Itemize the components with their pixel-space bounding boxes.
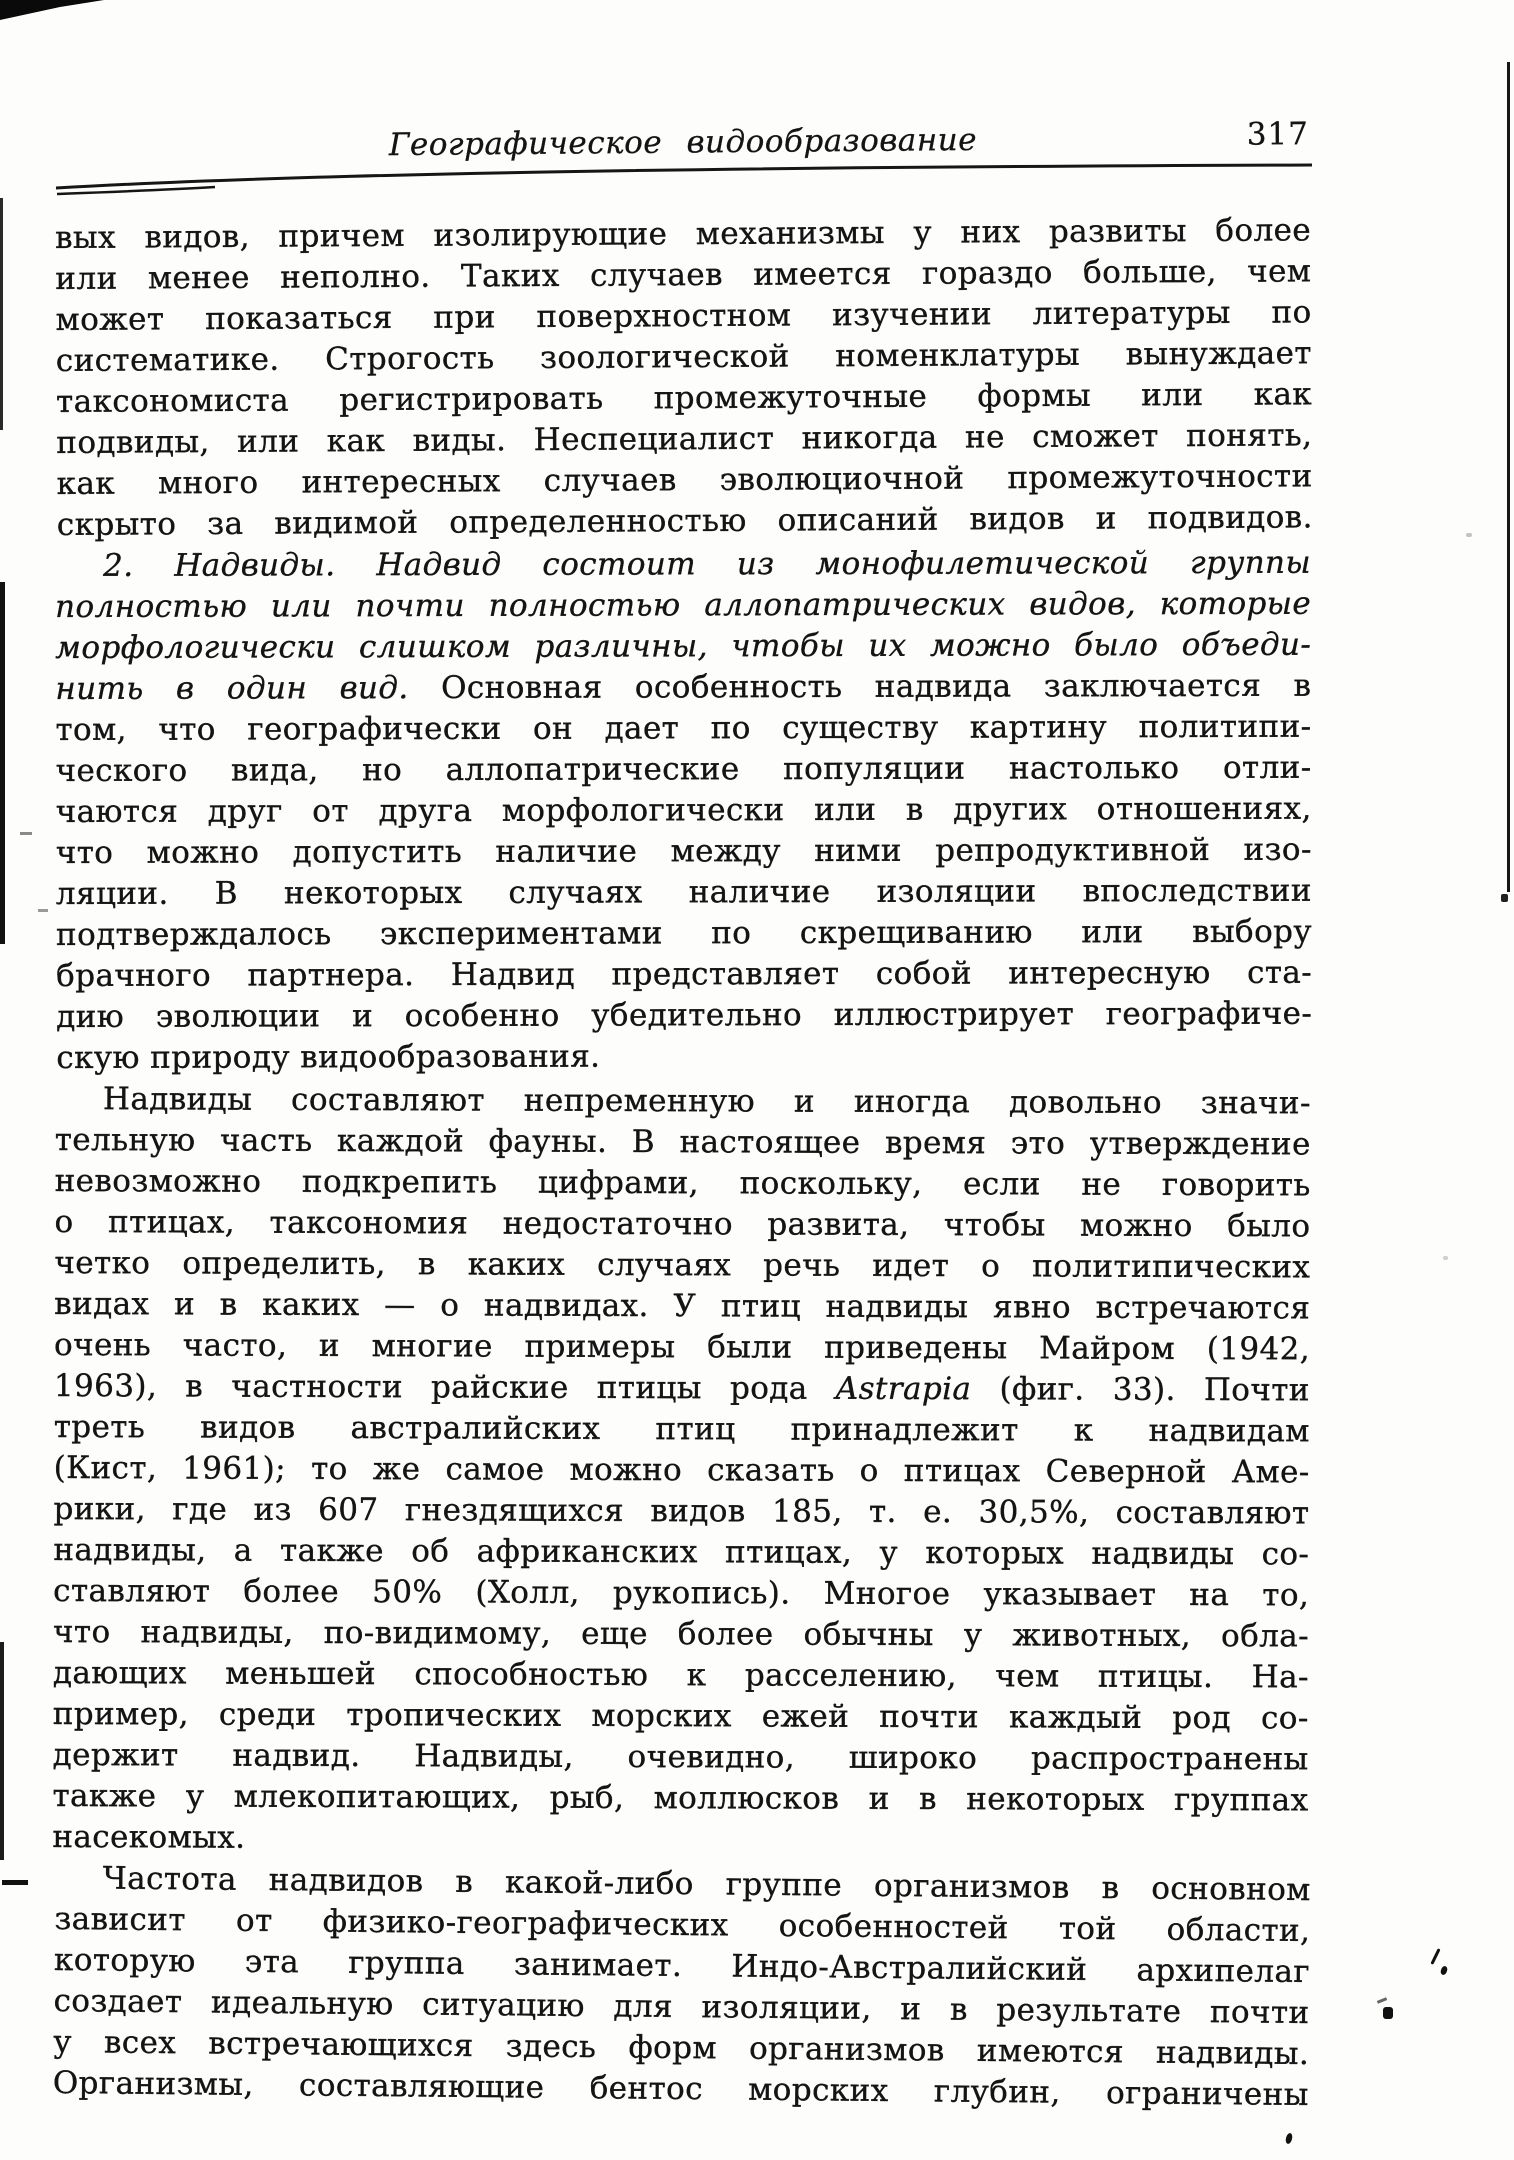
text-segment: брачного партнера. Надвид представляет собой интересную ста-	[56, 954, 1313, 994]
text-line	[53, 1735, 1309, 1780]
text-segment: вых видов, причем изолирующие механизмы у них развиты более	[55, 212, 1312, 256]
text-segment: Надвиды составляют непременную и иногда довольно значи-	[102, 1081, 1311, 1122]
scan-artifact-speck	[1443, 1256, 1448, 1260]
text-line	[52, 1817, 1308, 1862]
text-segment: (Кист, 1961); то же самое можно сказать о птицах Северной Аме-	[53, 1449, 1310, 1491]
scan-artifact-left-edge-line	[0, 582, 5, 944]
text-segment: ческого вида, но аллопатрические популяции настолько отли-	[55, 749, 1312, 789]
text-line	[55, 707, 1311, 751]
text-line	[54, 1202, 1310, 1247]
scan-artifact-ink-blob	[1383, 2007, 1393, 2019]
paragraph	[55, 543, 1312, 1079]
text-segment: подвиды, или как виды. Неспециалист никогда не сможет понять,	[56, 417, 1313, 461]
running-head	[55, 118, 1311, 171]
text-line	[56, 871, 1312, 915]
scan-artifact-ink-stroke	[1430, 1948, 1440, 1965]
text-segment: систематике. Строгость зоологической номенклатуры вынуждает	[55, 335, 1312, 379]
text-segment: видах и в каких — о надвидах. У птиц надвиды явно встречаются	[54, 1285, 1311, 1327]
text-line	[54, 1325, 1310, 1370]
scan-artifact-tick	[38, 909, 48, 912]
text-segment: у всех встречающихся здесь форм организмов имеются надвиды.	[53, 2023, 1310, 2073]
text-segment: Организмы, составляющие бентос морских глубин, ограничены	[52, 2064, 1309, 2114]
text-line	[53, 1489, 1309, 1534]
italic-text-segment: нить в один вид.	[55, 669, 442, 707]
text-line	[53, 1694, 1309, 1739]
text-segment: что можно допустить наличие между ними репродуктивной изо-	[55, 831, 1312, 871]
text-line	[56, 912, 1312, 956]
text-line	[56, 830, 1312, 874]
text-line	[54, 1366, 1310, 1411]
text-segment: том, что географически он дает по существу картину политипи-	[55, 708, 1312, 748]
text-line	[56, 1035, 1312, 1079]
scan-artifact-tick	[20, 832, 32, 835]
text-segment: Частота надвидов в какой-либо группе организмов в основном	[102, 1860, 1311, 1909]
scan-artifact-dot	[1501, 894, 1508, 902]
text-line	[56, 994, 1312, 1038]
text-line	[56, 748, 1312, 792]
text-segment: надвиды, а также об африканских птицах, у которых надвиды со-	[53, 1531, 1310, 1573]
scan-artifact-corner-wedge	[0, 0, 104, 22]
text-segment: четко определить, в каких случаях речь идет о политипических	[54, 1244, 1311, 1286]
text-line	[55, 625, 1311, 669]
text-line	[53, 1612, 1309, 1657]
text-line	[54, 1284, 1310, 1329]
italic-text-segment: Astrapia	[835, 1370, 972, 1408]
text-segment: как много интересных случаев эволюциочной промежуточности	[56, 458, 1313, 502]
page-number: 317	[1246, 116, 1310, 153]
scan-artifact-speck	[1466, 533, 1472, 537]
scan-artifact-ink-tick	[1377, 1997, 1387, 2004]
text-segment: ставляют более 50% (Холл, рукопись). Многое указывает на то,	[53, 1572, 1310, 1614]
scan-artifact-left-edge-line	[0, 1642, 4, 1860]
scan-artifact-right-edge-line	[1507, 62, 1510, 892]
scan-artifact-ink-comma	[1285, 2132, 1293, 2144]
text-line	[55, 666, 1311, 710]
paragraph	[55, 210, 1313, 546]
text-line	[55, 1120, 1311, 1165]
scan-artifact-dash	[2, 1880, 28, 1885]
text-line	[54, 1448, 1310, 1493]
text-line	[55, 1161, 1311, 1206]
text-line	[53, 1530, 1309, 1575]
text-segment: пример, среди тропических морских ежей почти каждый род со-	[52, 1695, 1309, 1737]
text-segment: или менее неполно. Таких случаев имеется гораздо больше, чем	[55, 253, 1312, 297]
text-line	[56, 953, 1312, 997]
text-segment: о птицах, таксономия недостаточно развита, чтобы можно было	[54, 1203, 1311, 1245]
text-line	[54, 1407, 1310, 1452]
italic-text-segment: морфологически слишком различны, чтобы их можно было объеди-	[55, 626, 1312, 666]
text-line	[57, 497, 1313, 546]
text-segment: насекомых.	[52, 1818, 246, 1856]
text-segment: ляции. В некоторых случаях наличие изоляции впоследствии	[55, 872, 1312, 912]
text-segment: таксономиста регистрировать промежуточные формы или как	[56, 376, 1313, 420]
text-line	[55, 1079, 1311, 1124]
text-segment: треть видов австралийских птиц принадлежит к надвидам	[53, 1408, 1310, 1450]
text-line	[56, 789, 1312, 833]
running-head-title: Географическое видообразование	[388, 121, 978, 164]
text-segment: чаются друг от друга морфологически или в других отношениях,	[55, 790, 1312, 830]
text-segment: подтверждалось экспериментами по скрещиванию или выбору	[55, 913, 1313, 953]
text-line	[55, 543, 1311, 587]
text-line	[53, 1571, 1309, 1616]
text-segment: (фиг. 33). Почти	[971, 1371, 1310, 1409]
italic-text-segment: 2. Надвиды. Надвид состоит из монофилетической группы	[103, 544, 1312, 584]
body-text	[52, 212, 1313, 2114]
text-segment: зависит от физико-географических особенностей той области,	[54, 1900, 1311, 1950]
text-segment: дающих меньшей способностью к расселению, чем птицы. На-	[52, 1654, 1309, 1696]
text-segment: что надвиды, по-видимому, еще более обычны у животных, обла-	[53, 1613, 1310, 1655]
text-line	[55, 584, 1311, 628]
text-segment: 1963), в частности райские птицы рода	[53, 1367, 836, 1407]
text-segment: держит надвид. Надвиды, очевидно, широко распространены	[52, 1736, 1309, 1778]
text-segment: создает идеальную ситуацию для изоляции, и в результате почти	[53, 1982, 1310, 2032]
text-line	[54, 1243, 1310, 1288]
text-segment: тельную часть каждой фауны. В настоящее время это утверждение	[54, 1121, 1311, 1163]
paragraph	[52, 1079, 1311, 1862]
text-segment: очень часто, и многие примеры были приведены Майром (1942,	[54, 1326, 1311, 1368]
paragraph	[53, 1858, 1311, 2116]
text-segment: Основная особенность надвида заключается в	[441, 667, 1312, 706]
text-segment: невозможно подкрепить цифрами, поскольку, если не говорить	[54, 1162, 1311, 1204]
text-segment: скую природу видообразования.	[56, 1038, 601, 1076]
text-segment: также у млекопитающих, рыб, моллюсков и в некоторых группах	[52, 1777, 1309, 1819]
scan-artifact-ink-dot	[1440, 1965, 1449, 1976]
italic-text-segment: полностью или почти полностью аллопатрических видов, которые	[55, 585, 1312, 625]
text-line	[52, 1776, 1308, 1821]
text-segment: дию эволюции и особенно убедительно иллюстрирует географиче-	[56, 995, 1313, 1035]
text-segment: рики, где из 607 гнездящихся видов 185, т. е. 30,5%, составляют	[53, 1490, 1310, 1532]
text-segment: которую эта группа занимает. Индо-Австралийский архипелаг	[53, 1941, 1311, 1991]
text-segment: скрыто за видимой определенностью описаний видов и подвидов.	[56, 499, 1313, 543]
text-line	[53, 1653, 1309, 1698]
text-segment: может показаться при поверхностном изучении литературы по	[55, 294, 1312, 338]
scan-artifact-left-edge-line	[0, 198, 3, 430]
